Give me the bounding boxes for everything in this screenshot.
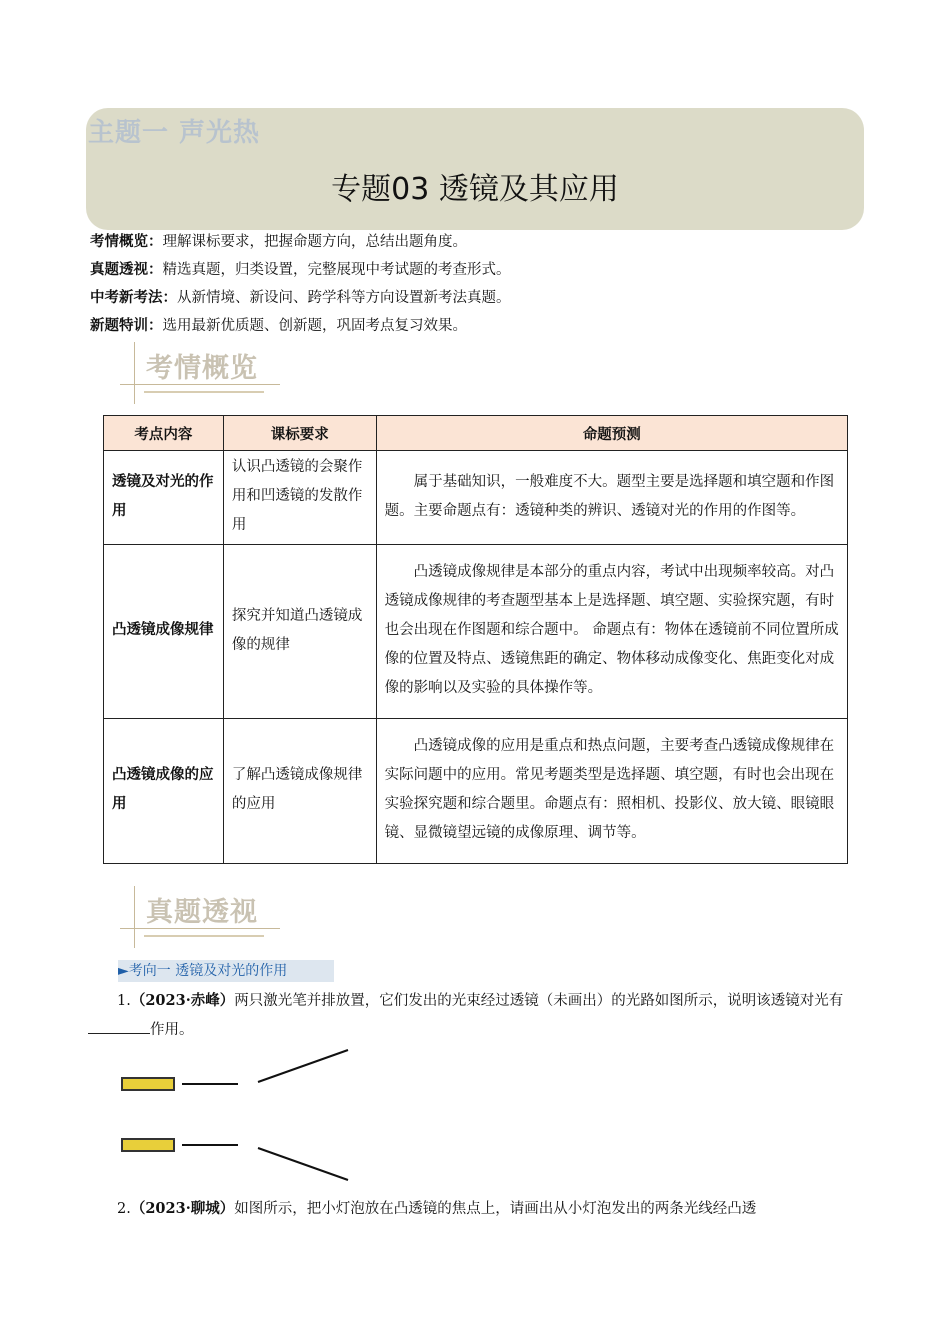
intro-item: 真题透视：精选真题，归类设置，完整展现中考试题的考查形式。 (90, 261, 511, 278)
laser-pen (122, 1078, 174, 1090)
prediction-cell: 凸透镜成像规律是本部分的重点内容，考试中出现频率较高。对凸透镜成像规律的考查题型基本上是选择题、填空题、实验探究题，有时也会出现在作图题和综合题中。 命题点有：物体在透镜前不同位置所成像的位置及特点、透镜焦距的确定、物体移动成像变化、焦距变化对成像的影响以及实验的具体操作等。 (376, 545, 847, 719)
intro-item: 新题特训：选用最新优质题、创新题，巩固考点复习效果。 (90, 317, 467, 334)
table-header-row (104, 416, 848, 451)
direction-label: ►考向一 透镜及对光的作用 (118, 960, 334, 982)
table-row (104, 451, 848, 545)
col-header: 课标要求 (223, 416, 376, 451)
question-2: 2.（2023·聊城）如图所示，把小灯泡放在凸透镜的焦点上，请画出从小灯泡发出的两条光线经凸透 (117, 1200, 757, 1217)
col-header: 命题预测 (376, 416, 847, 451)
table-row (104, 545, 848, 719)
section-title: 考情概览 (146, 353, 258, 384)
section-title: 真题透视 (146, 897, 258, 928)
table-row (104, 719, 848, 864)
section-heading-overview (120, 342, 340, 404)
prediction-cell: 属于基础知识，一般难度不大。题型主要是选择题和填空题和作图题。主要命题点有：透镜种类的辨识、透镜对光的作用的作图等。 (376, 451, 847, 545)
requirement-cell: 认识凸透镜的会聚作用和凹透镜的发散作用 (223, 451, 376, 545)
light-ray (258, 1148, 348, 1180)
requirement-cell: 探究并知道凸透镜成像的规律 (223, 545, 376, 719)
topic-cell: 凸透镜成像的应用 (104, 719, 224, 864)
intro-item: 中考新考法：从新情境、新设问、跨学科等方向设置新考法真题。 (90, 289, 511, 306)
requirement-cell: 了解凸透镜成像规律的应用 (223, 719, 376, 864)
light-ray (258, 1050, 348, 1082)
intro-item: 考情概览：理解课标要求，把握命题方向，总结出题角度。 (90, 233, 467, 250)
page-title: 专题03 透镜及其应用 (331, 172, 619, 207)
topic-cell: 透镜及对光的作用 (104, 451, 224, 545)
section-heading-real-exams (120, 886, 340, 948)
col-header: 考点内容 (104, 416, 224, 451)
laser-light-path-figure (118, 1040, 358, 1185)
intro-list (90, 228, 511, 340)
answer-blank[interactable] (88, 1019, 150, 1034)
topic-cell: 凸透镜成像规律 (104, 545, 224, 719)
prediction-cell: 凸透镜成像的应用是重点和热点问题，主要考查凸透镜成像规律在实际问题中的应用。常见考题类型是选择题、填空题，有时也会出现在实验探究题和综合题里。命题点有：照相机、投影仪、放大镜、眼镜眼镜、显微镜望远镜的成像原理、调节等。 (376, 719, 847, 864)
exam-overview-table (103, 415, 848, 864)
theme-label: 主题一 声光热 (88, 118, 261, 148)
laser-pen (122, 1139, 174, 1151)
question-1: 1.（2023·赤峰）两只激光笔并排放置，它们发出的光束经过透镜（未画出）的光路如图所示，说明该透镜对光有作用。 (88, 986, 858, 1045)
